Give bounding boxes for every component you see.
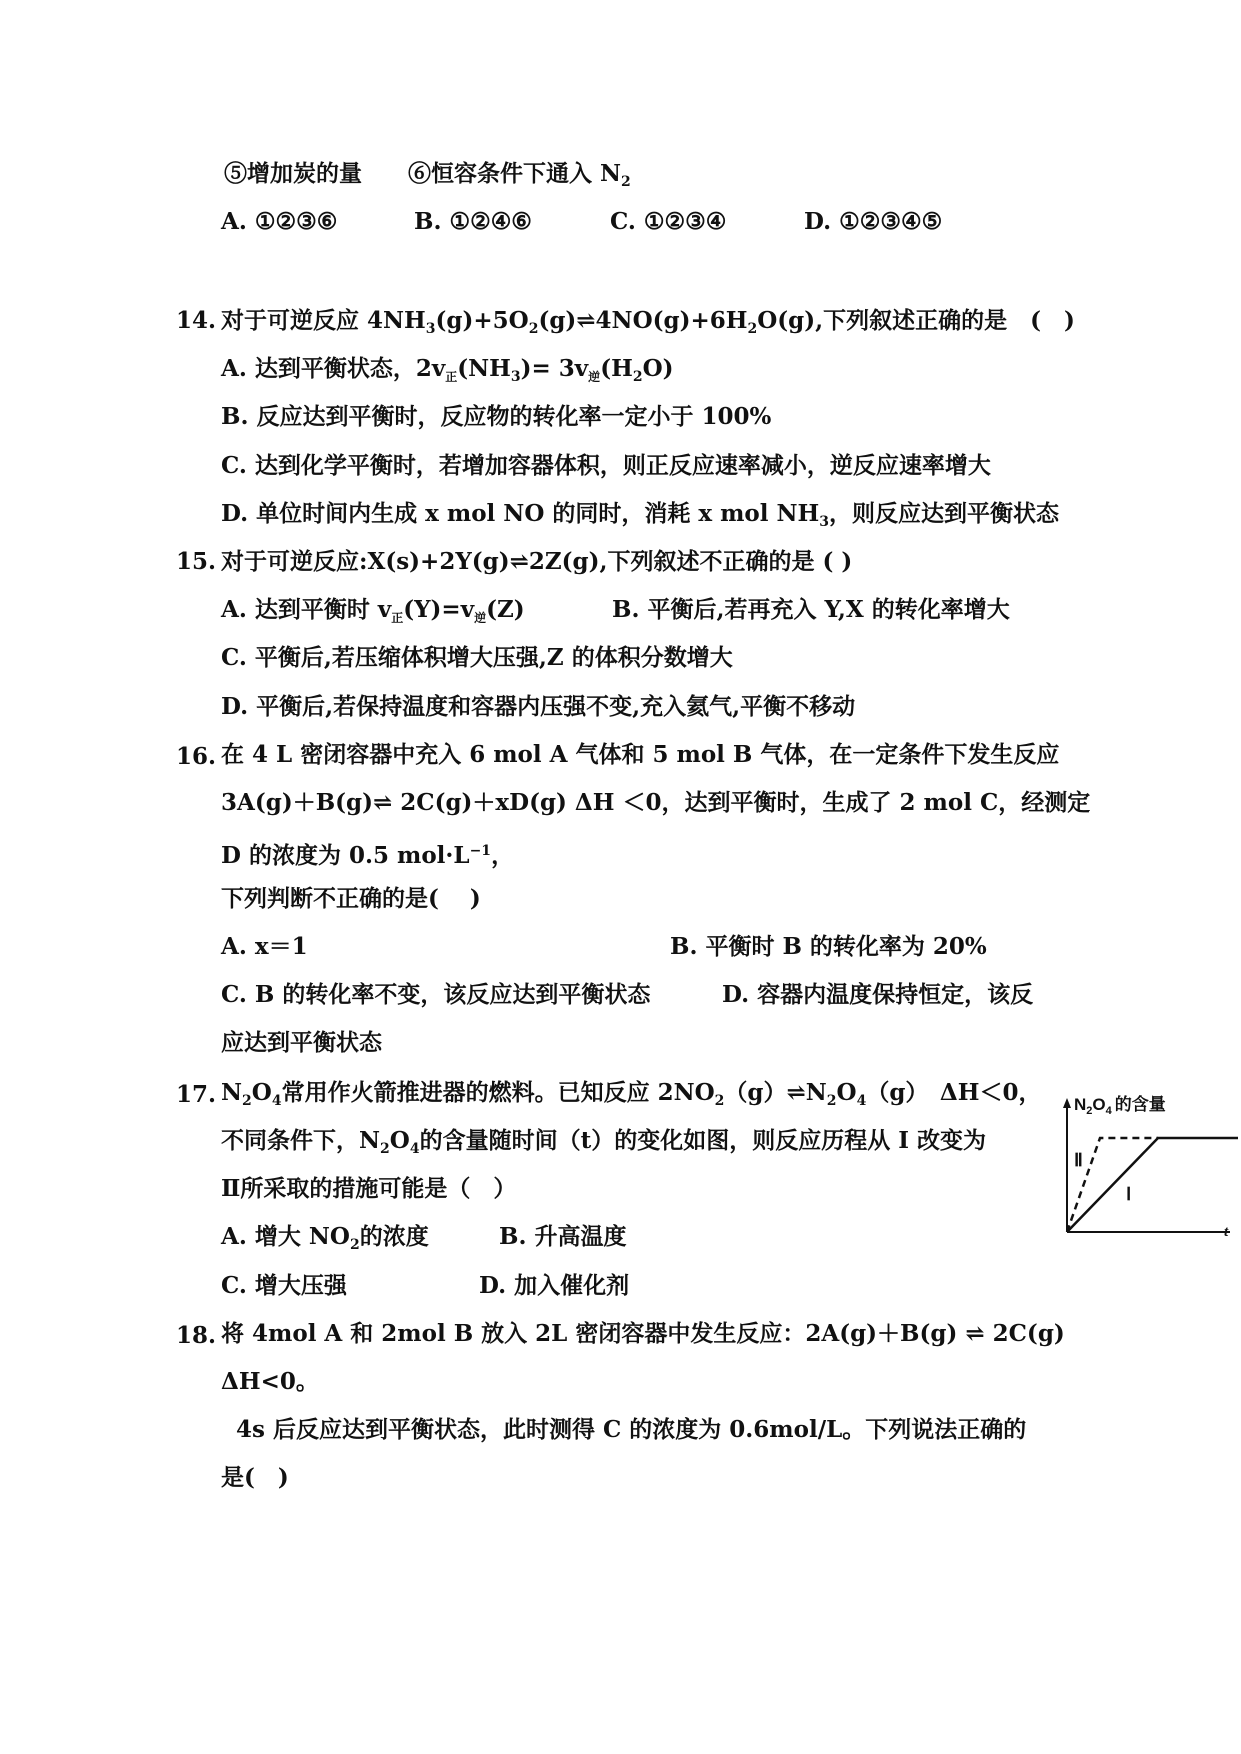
text: 的含量随时间（t）的变化如图，则反应历程从 Ⅰ 改变为 <box>419 1127 986 1154</box>
subscript: 2 <box>747 321 758 337</box>
text: O <box>836 1079 857 1106</box>
subscript: 2 <box>242 1093 252 1109</box>
q17-option-c: C. 增大压强 <box>221 1272 347 1299</box>
text: O) <box>642 355 674 382</box>
subscript: 2 <box>826 1093 837 1109</box>
graph-title: $N_2O_4$ 的含量 <box>1074 1095 1166 1117</box>
subscript: 逆 <box>588 370 601 384</box>
text: 对于可逆反应 4NH <box>221 307 426 334</box>
q16-option-d-continued: 应达到平衡状态 <box>221 1029 382 1056</box>
q13-answer-d: D. ①②③④⑤ <box>804 208 943 235</box>
subscript: 4 <box>271 1093 282 1109</box>
subscript: 2 <box>528 321 539 337</box>
q16-option-c: C. B 的转化率不变，该反应达到平衡状态 <box>221 981 651 1008</box>
q16-option-d: D. 容器内温度保持恒定，该反 <box>722 981 1034 1008</box>
q18-line-4: 是( ) <box>221 1464 289 1491</box>
subscript: 3 <box>510 369 521 385</box>
text: 不同条件下，N <box>221 1127 381 1154</box>
subscript: 3 <box>425 321 436 337</box>
q16-option-a: A. x＝1 <box>221 933 308 960</box>
subscript: 4 <box>856 1093 867 1109</box>
q14-option-a <box>221 354 673 392</box>
q17-option-d: D. 加入催化剂 <box>479 1272 630 1299</box>
q16-line-4: 下列判断不正确的是( ) <box>221 885 481 912</box>
text: (Y)=v <box>403 596 475 623</box>
q18-line-2: ΔH<0。 <box>221 1368 319 1395</box>
q14-option-b: B. 反应达到平衡时，反应物的转化率一定小于 100% <box>221 403 772 430</box>
text: 的浓度 <box>359 1223 429 1250</box>
q16-option-b: B. 平衡时 B 的转化率为 20% <box>670 933 987 960</box>
subscript: 正 <box>445 370 458 384</box>
q15-option-a <box>221 595 525 633</box>
q15-option-c: C. 平衡后,若压缩体积增大压强,Z 的体积分数增大 <box>221 644 733 671</box>
subscript: 3 <box>819 514 830 530</box>
q15-stem: 对于可逆反应:X(s)+2Y(g)⇌2Z(g),下列叙述不正确的是 ( ) <box>221 548 853 575</box>
q16-line-3 <box>221 836 514 871</box>
subscript: 2 <box>621 174 631 190</box>
x-axis-label: t <box>1224 1224 1229 1238</box>
q16-line-1: 在 4 L 密闭容器中充入 6 mol A 气体和 5 mol B 气体，在一定条件下发生反应 <box>221 741 1060 768</box>
text: O <box>389 1127 410 1154</box>
text: D 的浓度为 0.5 mol·L <box>221 842 470 869</box>
subscript: 2 <box>632 369 643 385</box>
q18-line-1: 将 4mol A 和 2mol B 放入 2L 密闭容器中发生反应：2A(g)＋B(g) ⇌ 2C(g) <box>221 1320 1065 1347</box>
y-axis-arrow <box>1063 1098 1071 1108</box>
subscript: 逆 <box>474 611 487 625</box>
q14-stem <box>221 306 1075 344</box>
text: 常用作火箭推进器的燃料。已知反应 2NO <box>281 1079 715 1106</box>
text: O(g),下列叙述正确的是 ( ) <box>757 307 1075 334</box>
text: A. 达到平衡状态，2v <box>221 355 446 382</box>
text: )= 3v <box>520 355 589 382</box>
q15-number: 15. <box>176 548 217 575</box>
q14-option-c: C. 达到化学平衡时，若增加容器体积，则正反应速率减小，逆反应速率增大 <box>221 452 991 479</box>
text: A. 增大 NO <box>221 1223 350 1250</box>
q17-option-a <box>221 1222 429 1260</box>
q17-line-1 <box>221 1078 1042 1116</box>
q14-number: 14. <box>176 307 217 334</box>
curve-i <box>1067 1138 1238 1232</box>
q16-line-2: 3A(g)＋B(g)⇌ 2C(g)＋xD(g) ΔH ＜0，达到平衡时，生成了 2 mol C，经测定 <box>221 789 1091 816</box>
subscript: 正 <box>391 611 404 625</box>
curve-i-label: Ⅰ <box>1126 1184 1132 1204</box>
q18-line-3: 4s 后反应达到平衡状态，此时测得 C 的浓度为 0.6mol/L。下列说法正确的 <box>236 1416 1027 1443</box>
q13-answer-c: C. ①②③④ <box>610 208 727 235</box>
q15-option-b: B. 平衡后,若再充入 Y,X 的转化率增大 <box>612 596 1010 623</box>
text: A. 达到平衡时 v <box>221 596 392 623</box>
q13-answer-b: B. ①②④⑥ <box>414 208 532 235</box>
q16-number: 16. <box>176 743 217 770</box>
q17-number: 17. <box>176 1081 217 1108</box>
q14-option-d <box>221 499 1059 537</box>
q17-line-2 <box>221 1126 986 1164</box>
text: D. 单位时间内生成 x mol NO 的同时，消耗 x mol NH <box>221 500 820 527</box>
text: N <box>221 1079 243 1106</box>
curve-ii-label: Ⅱ <box>1074 1150 1083 1170</box>
q17-line-3: Ⅱ所采取的措施可能是（ ） <box>221 1175 517 1202</box>
text: (NH <box>457 355 511 382</box>
text: (H <box>600 355 633 382</box>
text: O <box>251 1079 272 1106</box>
q13-option-line <box>224 159 631 197</box>
text: (g)⇌4NO(g)+6H <box>538 307 748 334</box>
subscript: 4 <box>409 1141 420 1157</box>
text: （g）⇌N <box>724 1079 827 1106</box>
q13-item-text: ⑤增加炭的量 ⑥恒容条件下通入 N <box>224 160 622 187</box>
q17-option-b: B. 升高温度 <box>499 1223 627 1250</box>
text: (g)+5O <box>435 307 529 334</box>
text: （g） ΔH＜0， <box>866 1079 1042 1106</box>
n2o4-content-graph <box>1058 1088 1238 1238</box>
subscript: 2 <box>349 1237 360 1253</box>
text: (Z) <box>486 596 525 623</box>
q15-option-d: D. 平衡后,若保持温度和容器内压强不变,充入氦气,平衡不移动 <box>221 693 856 720</box>
text: ， <box>491 842 515 869</box>
superscript: −1 <box>469 843 492 859</box>
q13-answer-a: A. ①②③⑥ <box>221 208 338 235</box>
text: ，则反应达到平衡状态 <box>829 500 1060 527</box>
subscript: 2 <box>380 1141 390 1157</box>
subscript: 2 <box>714 1093 725 1109</box>
q18-number: 18. <box>176 1322 217 1349</box>
